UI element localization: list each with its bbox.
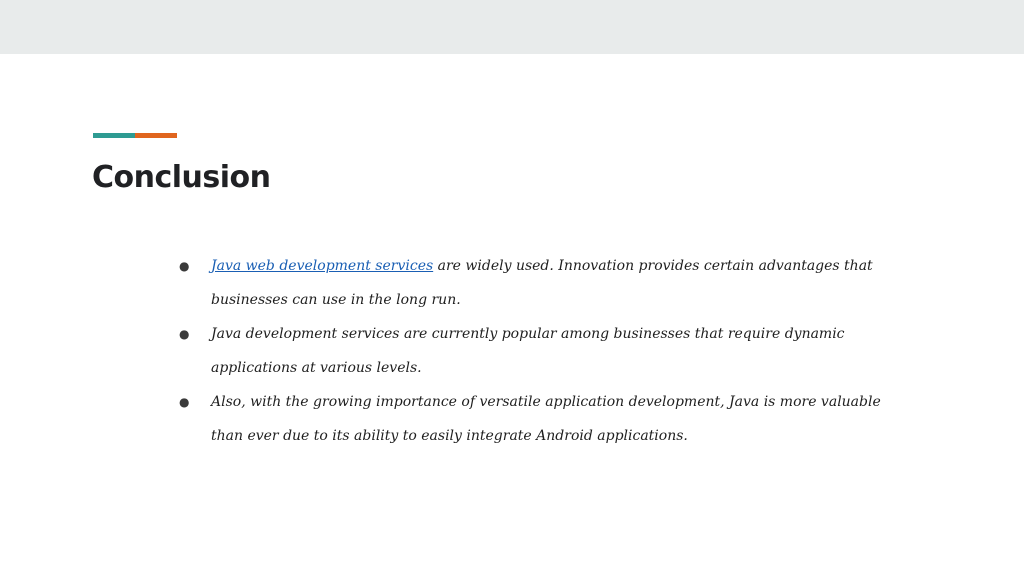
bullet-list: [176, 249, 906, 453]
slide-title: Conclusion: [92, 160, 271, 195]
bullet-dot-icon: ●: [179, 259, 190, 273]
bullet-item: [176, 317, 906, 385]
bullet-item: [176, 249, 906, 317]
bullet-text: Java development services are currently popular among businesses that require dynamic applications at various levels.: [211, 326, 845, 376]
title-accent-bar: [93, 133, 177, 138]
bullet-dot-icon: ●: [179, 327, 190, 341]
accent-teal-segment: [93, 133, 135, 138]
bullet-text: Also, with the growing importance of versatile application development, Java is more valuable than ever due to its ability to easily integrate Android applications.: [211, 394, 881, 444]
bullet-item: [176, 385, 906, 453]
bullet-text: are widely used. Innovation provides certain advantages that businesses can use in the long run.: [211, 258, 873, 308]
java-web-development-services-link[interactable]: Java web development services: [211, 258, 434, 274]
top-band: [0, 0, 1024, 54]
bullet-dot-icon: ●: [179, 395, 190, 409]
accent-orange-segment: [135, 133, 177, 138]
